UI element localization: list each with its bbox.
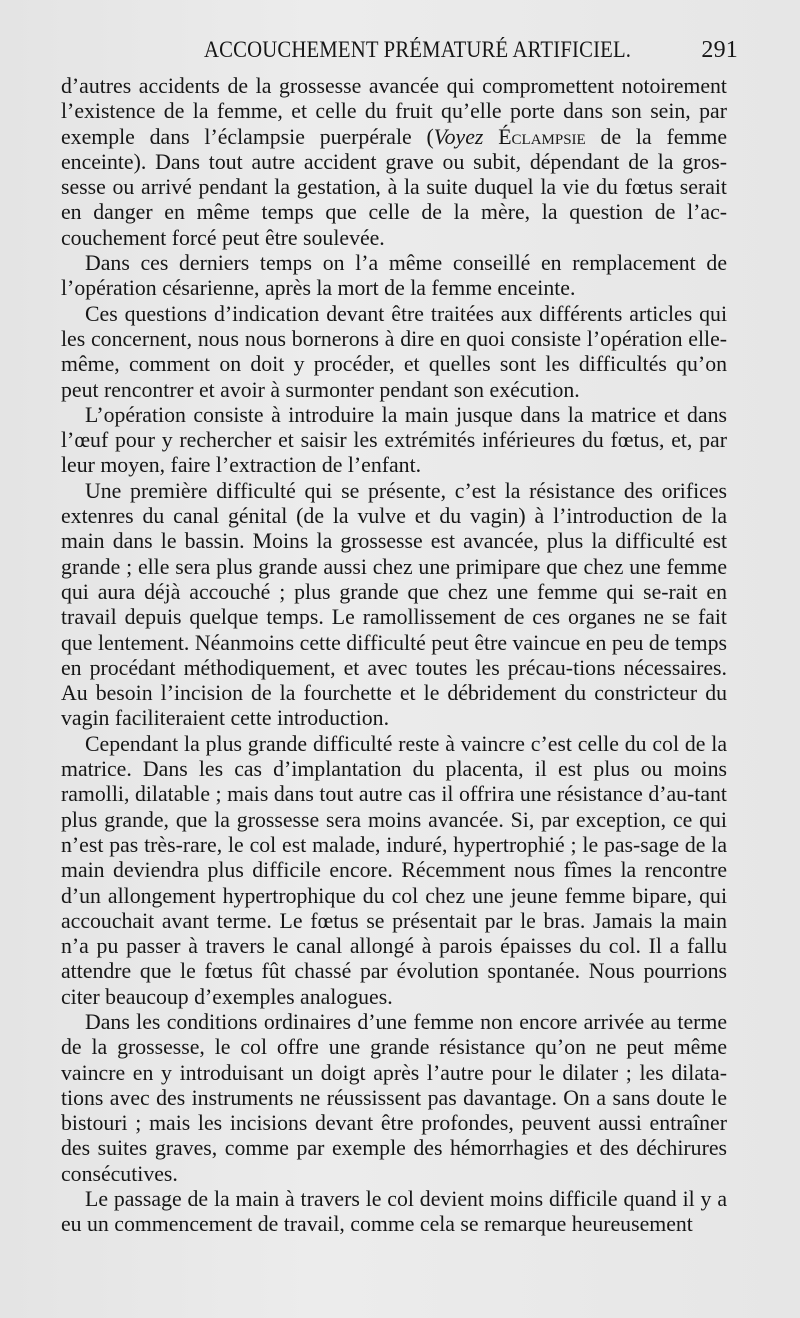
paragraph: Cependant la plus grande difficulté reste à vaincre c’est celle du col de la matrice. Dans les cas d’implantation du placenta, il est plus ou moins ramolli, dilatable ; mais dans tout autre cas il offrira une résistance d’au-tant plus grande, que la grossesse sera moins avancée. Si, par exception, ce qui n’est pas très-rare, le col est malade, induré, hypertrophié ; le pas-sage de la main deviendra plus difficile encore. Récemment nous fîmes la rencontre d’un allongement hypertrophique du col chez une jeune femme bipare, qui accouchait avant terme. Le fœtus se présentait par le bras. Jamais la main n’a pu passer à travers le canal allongé à parois épaisses du col. Il a fallu attendre que le fœtus fût chassé par évolution spontanée. Nous pourrions citer beaucoup d’exemples analogues.: [61, 731, 727, 1009]
see-reference: Voyez: [433, 124, 484, 149]
running-title: ACCOUCHEMENT PRÉMATURÉ ARTIFICIEL.: [204, 37, 632, 62]
paragraph: L’opération consiste à introduire la main jusque dans la matrice et dans l’œuf pour y rechercher et saisir les extrémités inférieures du fœtus, et, par leur moyen, faire l’extraction de l’enfant.: [61, 402, 727, 478]
paragraph: Ces questions d’indication devant être traitées aux différents articles qui les concernent, nous nous bornerons à dire en quoi consiste l’opération elle-même, comment on doit y procéder, et quelles sont les difficultés qu’on peut rencontrer et avoir à surmonter pendant son exécution.: [61, 301, 727, 402]
paragraph-continued: [61, 74, 727, 251]
cross-reference: Éclampsie: [498, 124, 586, 149]
paragraph: Une première difficulté qui se présente, c’est la résistance des orifices extenres du canal génital (de la vulve et du vagin) à l’introduction de la main dans le bassin. Moins la grossesse est avancée, plus la difficulté est grande ; elle sera plus grande aussi chez une primipare que chez une femme qui aura déjà accouché ; plus grande que chez une femme qui se-rait en travail depuis quelque temps. Le ramollissement de ces organes ne se fait que lentement. Néanmoins cette difficulté peut être vaincue en peu de temps en procédant méthodiquement, et avec toutes les précau-tions nécessaires. Au besoin l’incision de la fourchette et le débridement du constricteur du vagin faciliteraient cette introduction.: [61, 478, 727, 731]
paragraph-text-run: d’autres accidents de la grossesse avancée qui compromettent notoirement l’existence de la femme, et celle du fruit qu’elle porte dans son sein, par exemple dans l’éclampsie puerpérale (: [61, 74, 727, 149]
page-number: 291: [701, 37, 738, 63]
paragraph: Dans les conditions ordinaires d’une femme non encore arrivée au terme de la grossesse, le col offre une grande résistance qu’on ne peut même vaincre en y introduisant un doigt après l’autre pour le dilater ; les dilata-tions avec des instruments ne réussissent pas davantage. On a sans doute le bistouri ; mais les incisions devant être profondes, peuvent aussi entraîner des suites graves, comme par exemple des hémorrhagies et des déchirures consécutives.: [61, 1009, 727, 1186]
body-text: [61, 74, 727, 1238]
paragraph: Dans ces derniers temps on l’a même conseillé en remplacement de l’opération césarienne, après la mort de la femme enceinte.: [61, 251, 727, 301]
paragraph: Le passage de la main à travers le col devient moins difficile quand il y a eu un commencement de travail, comme cela se remarque heureusement: [61, 1187, 727, 1237]
running-head: [60, 37, 738, 71]
paragraph-text-run: de la femme enceinte). Dans tout autre accident grave ou subit, dépendant de la gros-sesse ou arrivé pendant la gestation, à la suite duquel la vie du fœtus serait en danger en même temps que celle de la mère, la question de l’ac-couchement forcé peut être soulevée.: [61, 124, 727, 250]
paragraph-text-run: [483, 125, 498, 149]
